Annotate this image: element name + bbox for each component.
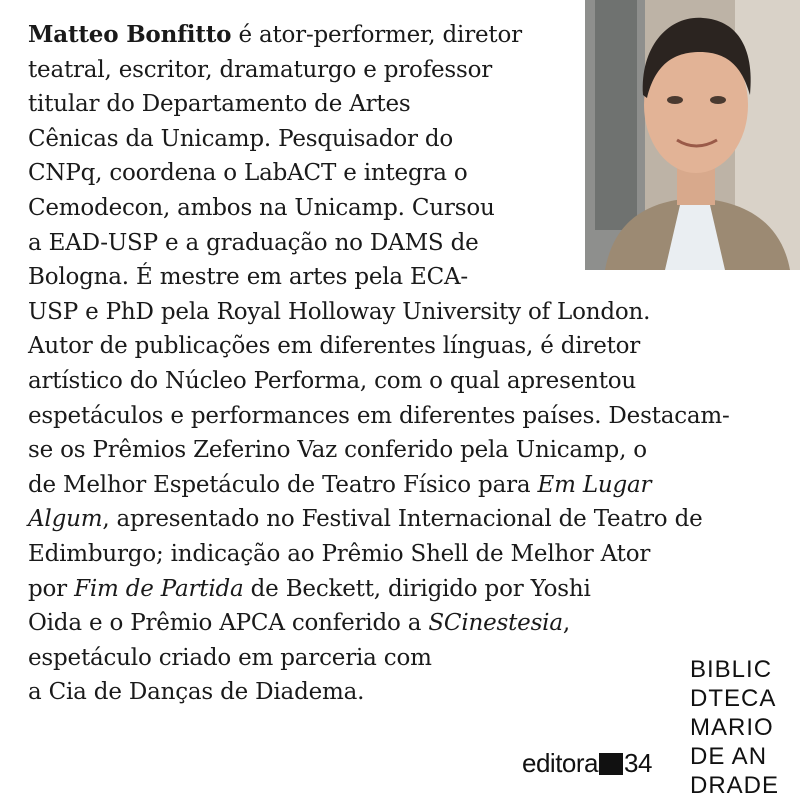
bio-line-17: por Fim de Partida de Beckett, dirigido por Yoshi <box>28 575 591 602</box>
bio-line-14: de Melhor Espetáculo de Teatro Físico para Em Lugar <box>28 471 652 498</box>
bio-line: espetáculo criado em parceria com <box>28 644 432 671</box>
bio-line: teatral, escritor, dramaturgo e professor <box>28 56 493 83</box>
bio-line: a Cia de Danças de Diadema. <box>28 679 365 706</box>
bio-line: CNPq, coordena o LabACT e integra o <box>28 160 468 187</box>
bio-line: espetáculos e performances em diferentes países. Destacam- <box>28 402 730 429</box>
bio-line: a EAD-USP e a graduação no DAMS de <box>28 229 479 256</box>
bio-line-18: Oida e o Prêmio APCA conferido a SCinestesia, <box>28 610 570 637</box>
portrait-image <box>585 0 800 270</box>
editora-34-logo: editora 34 <box>522 748 652 778</box>
biblioteca-mario-de-andrade-logo: BIBLIC DTECA MARIO DE AN DRADE <box>690 656 780 799</box>
work-title: Em Lugar <box>537 471 652 498</box>
bio-line-15: Algum, apresentado no Festival Internacional de Teatro de <box>28 506 703 533</box>
bio-line: Cênicas da Unicamp. Pesquisador do <box>28 125 454 152</box>
bio-line: Cemodecon, ambos na Unicamp. Cursou <box>28 194 495 221</box>
author-photo <box>585 0 800 270</box>
bio-line: Autor de publicações em diferentes línguas, é diretor <box>28 333 641 360</box>
bio-line-1: Matteo Bonfitto é ator-performer, diretor <box>28 21 522 48</box>
work-title: Algum <box>28 506 103 533</box>
work-title: Fim de Partida <box>74 575 244 602</box>
bio-line: Bologna. É mestre em artes pela ECA- <box>28 264 468 291</box>
author-name: Matteo Bonfitto <box>28 21 232 48</box>
bio-line: titular do Departamento de Artes <box>28 91 411 118</box>
square-mark-icon <box>599 753 623 775</box>
bio-line: se os Prêmios Zeferino Vaz conferido pela Unicamp, o <box>28 437 647 464</box>
bio-line: USP e PhD pela Royal Holloway University of London. <box>28 298 651 325</box>
bio-line: artístico do Núcleo Performa, com o qual apresentou <box>28 367 637 394</box>
work-title: SCinestesia <box>428 610 563 637</box>
bio-line: Edimburgo; indicação ao Prêmio Shell de Melhor Ator <box>28 540 651 567</box>
